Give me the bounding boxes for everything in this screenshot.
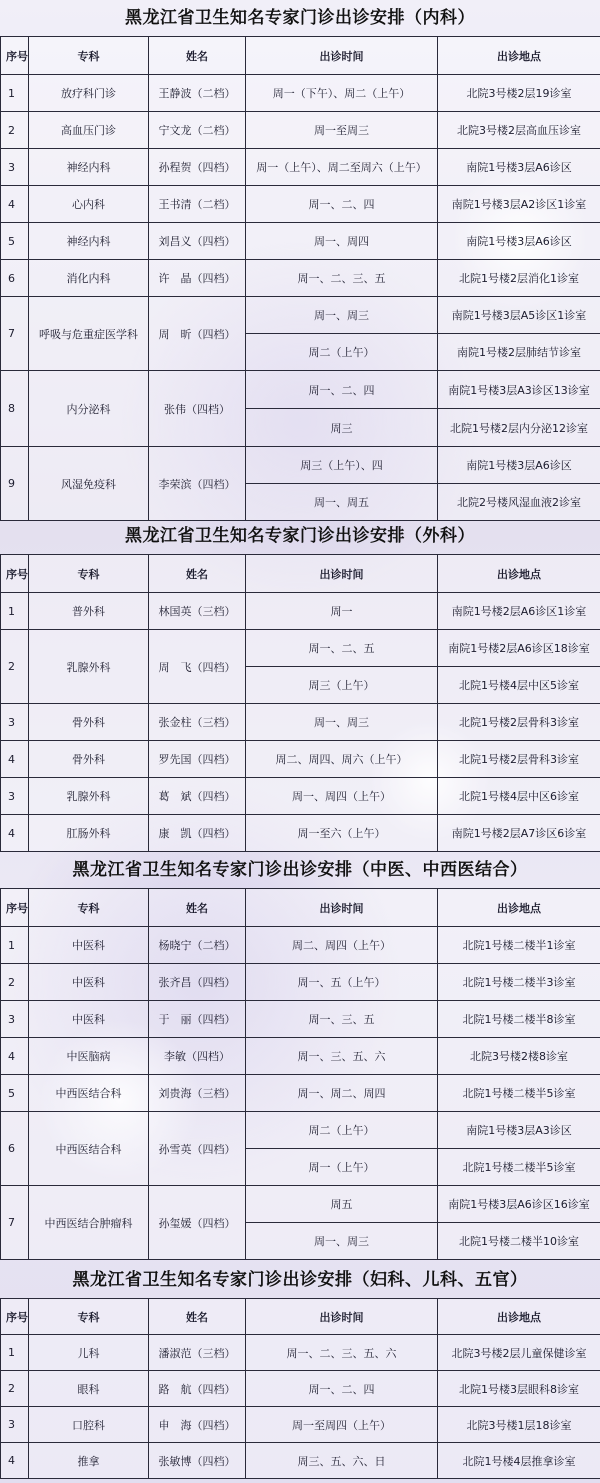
cell-place: 北院3号楼2层19诊室 [438, 75, 600, 112]
cell-dept: 乳腺外科 [29, 630, 149, 704]
cell-place: 北院1号楼2层骨科3诊室 [438, 704, 600, 741]
cell-dept: 风湿免疫科 [29, 447, 149, 521]
cell-time: 周一、二、三、五 [246, 260, 438, 297]
cell-seq: 1 [1, 1335, 29, 1371]
cell-name: 孙玺媛（四档） [149, 1186, 246, 1260]
header-name: 姓名 [149, 889, 246, 927]
cell-time: 周二（上午） [246, 1112, 438, 1149]
header-dept: 专科 [29, 37, 149, 75]
cell-dept: 神经内科 [29, 149, 149, 186]
cell-dept: 消化内科 [29, 260, 149, 297]
table-row [1, 1186, 600, 1223]
cell-name: 王静波（二档） [149, 75, 246, 112]
cell-name: 于 丽（四档） [149, 1001, 246, 1038]
cell-dept: 骨外科 [29, 741, 149, 778]
cell-place: 南院1号楼2层A6诊区1诊室 [438, 593, 600, 630]
cell-time: 周三（上午） [246, 667, 438, 704]
cell-dept: 神经内科 [29, 223, 149, 260]
cell-place: 北院1号楼二楼半1诊室 [438, 927, 600, 964]
cell-place: 南院1号楼3层A6诊区 [438, 223, 600, 260]
section-internal-medicine [0, 0, 600, 521]
table-row [1, 778, 600, 815]
cell-name: 刘贵海（三档） [149, 1075, 246, 1112]
cell-dept: 中医脑病 [29, 1038, 149, 1075]
header-dept: 专科 [29, 1299, 149, 1335]
header-dept: 专科 [29, 555, 149, 593]
cell-place: 南院1号楼3层A5诊区1诊室 [438, 297, 600, 334]
cell-seq: 6 [1, 1112, 29, 1186]
cell-dept: 高血压门诊 [29, 112, 149, 149]
cell-place: 北院1号楼二楼半5诊室 [438, 1075, 600, 1112]
cell-dept: 肛肠外科 [29, 815, 149, 852]
cell-place: 北院1号楼二楼半10诊室 [438, 1223, 600, 1260]
cell-time: 周一、二、四 [246, 186, 438, 223]
cell-dept: 普外科 [29, 593, 149, 630]
cell-place: 南院1号楼2层肺结节诊室 [438, 334, 600, 371]
cell-dept: 中西医结合肿瘤科 [29, 1186, 149, 1260]
cell-time: 周一（上午）、周二至周六（上午） [246, 149, 438, 186]
header-time: 出诊时间 [246, 1299, 438, 1335]
cell-dept: 放疗科门诊 [29, 75, 149, 112]
cell-seq: 6 [1, 260, 29, 297]
table-row [1, 371, 600, 409]
header-place: 出诊地点 [438, 1299, 600, 1335]
cell-place: 北院1号楼3层眼科8诊室 [438, 1371, 600, 1407]
section-gyn-ped-ent [0, 1262, 600, 1479]
header-seq: 序号 [1, 555, 29, 593]
schedule-table [0, 554, 600, 852]
cell-seq: 2 [1, 1371, 29, 1407]
cell-time: 周一（下午）、周二（上午） [246, 75, 438, 112]
table-row [1, 1407, 600, 1443]
cell-place: 南院1号楼3层A6诊区16诊室 [438, 1186, 600, 1223]
header-place: 出诊地点 [438, 889, 600, 927]
cell-name: 张金柱（三档） [149, 704, 246, 741]
cell-name: 张齐昌（四档） [149, 964, 246, 1001]
cell-place: 南院1号楼3层A3诊区13诊室 [438, 371, 600, 409]
table-row [1, 593, 600, 630]
table-row [1, 75, 600, 112]
cell-dept: 呼吸与危重症医学科 [29, 297, 149, 371]
cell-place: 南院1号楼3层A6诊区 [438, 447, 600, 484]
cell-seq: 7 [1, 1186, 29, 1260]
cell-time: 周一、三、五 [246, 1001, 438, 1038]
cell-dept: 中医科 [29, 964, 149, 1001]
cell-name: 王书清（二档） [149, 186, 246, 223]
cell-name: 申 海（四档） [149, 1407, 246, 1443]
cell-time: 周一、周三 [246, 297, 438, 334]
section-title: 黑龙江省卫生知名专家门诊出诊安排（妇科、儿科、五官） [72, 1270, 528, 1290]
cell-dept: 中医科 [29, 927, 149, 964]
schedule-table [0, 1298, 600, 1479]
cell-time: 周二（上午） [246, 334, 438, 371]
cell-name: 罗先国（四档） [149, 741, 246, 778]
header-place: 出诊地点 [438, 555, 600, 593]
cell-dept: 内分泌科 [29, 371, 149, 447]
cell-place: 南院1号楼3层A2诊区1诊室 [438, 186, 600, 223]
table-header-row [1, 555, 600, 593]
cell-dept: 推拿 [29, 1443, 149, 1479]
cell-seq: 4 [1, 815, 29, 852]
table-row [1, 741, 600, 778]
cell-seq: 3 [1, 149, 29, 186]
cell-dept: 中西医结合科 [29, 1112, 149, 1186]
cell-dept: 中西医结合科 [29, 1075, 149, 1112]
cell-place: 南院1号楼3层A3诊区 [438, 1112, 600, 1149]
cell-seq: 4 [1, 186, 29, 223]
cell-place: 南院1号楼3层A6诊区 [438, 149, 600, 186]
table-row [1, 1001, 600, 1038]
table-row [1, 704, 600, 741]
cell-place: 北院2号楼风湿血液2诊室 [438, 484, 600, 521]
cell-name: 周 飞（四档） [149, 630, 246, 704]
cell-place: 北院3号楼2楼8诊室 [438, 1038, 600, 1075]
table-row [1, 447, 600, 484]
table-row [1, 297, 600, 334]
cell-seq: 3 [1, 1407, 29, 1443]
cell-place: 北院1号楼二楼半3诊室 [438, 964, 600, 1001]
table-row [1, 964, 600, 1001]
cell-place: 北院1号楼4层推拿诊室 [438, 1443, 600, 1479]
cell-time: 周三（上午）、四 [246, 447, 438, 484]
cell-time: 周一、二、四 [246, 371, 438, 409]
table-row [1, 630, 600, 667]
cell-name: 李荣滨（四档） [149, 447, 246, 521]
table-header-row [1, 37, 600, 75]
cell-time: 周一 [246, 593, 438, 630]
header-name: 姓名 [149, 1299, 246, 1335]
cell-place: 北院3号楼2层儿童保健诊室 [438, 1335, 600, 1371]
table-row [1, 927, 600, 964]
schedule-table [0, 36, 600, 521]
table-row [1, 1443, 600, 1479]
header-time: 出诊时间 [246, 555, 438, 593]
cell-dept: 眼科 [29, 1371, 149, 1407]
header-dept: 专科 [29, 889, 149, 927]
schedule-table [0, 888, 600, 1260]
cell-dept: 骨外科 [29, 704, 149, 741]
header-time: 出诊时间 [246, 37, 438, 75]
cell-time: 周一、周三 [246, 1223, 438, 1260]
cell-time: 周一、二、五 [246, 630, 438, 667]
cell-dept: 心内科 [29, 186, 149, 223]
cell-seq: 5 [1, 1075, 29, 1112]
cell-seq: 1 [1, 927, 29, 964]
cell-name: 康 凯（四档） [149, 815, 246, 852]
section-title: 黑龙江省卫生知名专家门诊出诊安排（外科） [125, 526, 475, 546]
header-seq: 序号 [1, 1299, 29, 1335]
table-row [1, 1075, 600, 1112]
cell-seq: 5 [1, 223, 29, 260]
cell-time: 周一、二、三、五、六 [246, 1335, 438, 1371]
cell-dept: 儿科 [29, 1335, 149, 1371]
cell-time: 周一至周四（上午） [246, 1407, 438, 1443]
table-header-row [1, 889, 600, 927]
cell-place: 北院1号楼二楼半8诊室 [438, 1001, 600, 1038]
cell-name: 许 晶（四档） [149, 260, 246, 297]
cell-time: 周一（上午） [246, 1149, 438, 1186]
table-row [1, 1371, 600, 1407]
table-row [1, 149, 600, 186]
header-seq: 序号 [1, 889, 29, 927]
cell-time: 周一、二、四 [246, 1371, 438, 1407]
table-row [1, 1335, 600, 1371]
cell-place: 北院3号楼2层高血压诊室 [438, 112, 600, 149]
cell-time: 周一、五（上午） [246, 964, 438, 1001]
cell-name: 孙程贺（四档） [149, 149, 246, 186]
cell-time: 周三 [246, 409, 438, 447]
cell-seq: 2 [1, 630, 29, 704]
cell-place: 北院3号楼1层18诊室 [438, 1407, 600, 1443]
cell-name: 宁文龙（二档） [149, 112, 246, 149]
cell-seq: 9 [1, 447, 29, 521]
cell-time: 周一、周二、周四 [246, 1075, 438, 1112]
cell-name: 刘昌义（四档） [149, 223, 246, 260]
cell-time: 周一、周五 [246, 484, 438, 521]
cell-dept: 口腔科 [29, 1407, 149, 1443]
cell-seq: 4 [1, 741, 29, 778]
table-row [1, 260, 600, 297]
cell-name: 孙雪英（四档） [149, 1112, 246, 1186]
header-time: 出诊时间 [246, 889, 438, 927]
cell-name: 路 航（四档） [149, 1371, 246, 1407]
table-header-row [1, 1299, 600, 1335]
header-seq: 序号 [1, 37, 29, 75]
cell-seq: 1 [1, 593, 29, 630]
header-place: 出诊地点 [438, 37, 600, 75]
section-title: 黑龙江省卫生知名专家门诊出诊安排（内科） [125, 8, 475, 28]
cell-seq: 2 [1, 964, 29, 1001]
cell-name: 张敏博（四档） [149, 1443, 246, 1479]
table-row [1, 815, 600, 852]
table-row [1, 1038, 600, 1075]
cell-seq: 1 [1, 75, 29, 112]
cell-place: 北院1号楼二楼半5诊室 [438, 1149, 600, 1186]
table-row [1, 1112, 600, 1149]
cell-place: 北院1号楼4层中区6诊室 [438, 778, 600, 815]
cell-time: 周二、周四、周六（上午） [246, 741, 438, 778]
section-surgery [0, 518, 600, 852]
cell-seq: 3 [1, 704, 29, 741]
table-row [1, 223, 600, 260]
cell-seq: 7 [1, 297, 29, 371]
cell-seq: 2 [1, 112, 29, 149]
cell-place: 北院1号楼2层骨科3诊室 [438, 741, 600, 778]
cell-seq: 8 [1, 371, 29, 447]
cell-time: 周一至六（上午） [246, 815, 438, 852]
cell-dept: 乳腺外科 [29, 778, 149, 815]
cell-place: 北院1号楼4层中区5诊室 [438, 667, 600, 704]
cell-time: 周三、五、六、日 [246, 1443, 438, 1479]
cell-time: 周一、周三 [246, 704, 438, 741]
cell-seq: 3 [1, 778, 29, 815]
cell-name: 葛 斌（四档） [149, 778, 246, 815]
cell-name: 李敏（四档） [149, 1038, 246, 1075]
cell-name: 张伟（四档） [149, 371, 246, 447]
cell-place: 南院1号楼2层A7诊区6诊室 [438, 815, 600, 852]
cell-name: 周 昕（四档） [149, 297, 246, 371]
cell-time: 周一至周三 [246, 112, 438, 149]
cell-seq: 4 [1, 1443, 29, 1479]
table-row [1, 186, 600, 223]
section-title: 黑龙江省卫生知名专家门诊出诊安排（中医、中西医结合） [72, 860, 528, 880]
section-tcm [0, 852, 600, 1260]
cell-time: 周二、周四（上午） [246, 927, 438, 964]
cell-time: 周一、三、五、六 [246, 1038, 438, 1075]
cell-place: 北院1号楼2层内分泌12诊室 [438, 409, 600, 447]
cell-place: 北院1号楼2层消化1诊室 [438, 260, 600, 297]
cell-name: 潘淑范（三档） [149, 1335, 246, 1371]
cell-name: 林国英（三档） [149, 593, 246, 630]
cell-place: 南院1号楼2层A6诊区18诊室 [438, 630, 600, 667]
cell-seq: 3 [1, 1001, 29, 1038]
cell-name: 杨晓宁（二档） [149, 927, 246, 964]
header-name: 姓名 [149, 37, 246, 75]
cell-time: 周一、周四（上午） [246, 778, 438, 815]
cell-time: 周一、周四 [246, 223, 438, 260]
header-name: 姓名 [149, 555, 246, 593]
cell-dept: 中医科 [29, 1001, 149, 1038]
table-row [1, 112, 600, 149]
cell-time: 周五 [246, 1186, 438, 1223]
cell-seq: 4 [1, 1038, 29, 1075]
